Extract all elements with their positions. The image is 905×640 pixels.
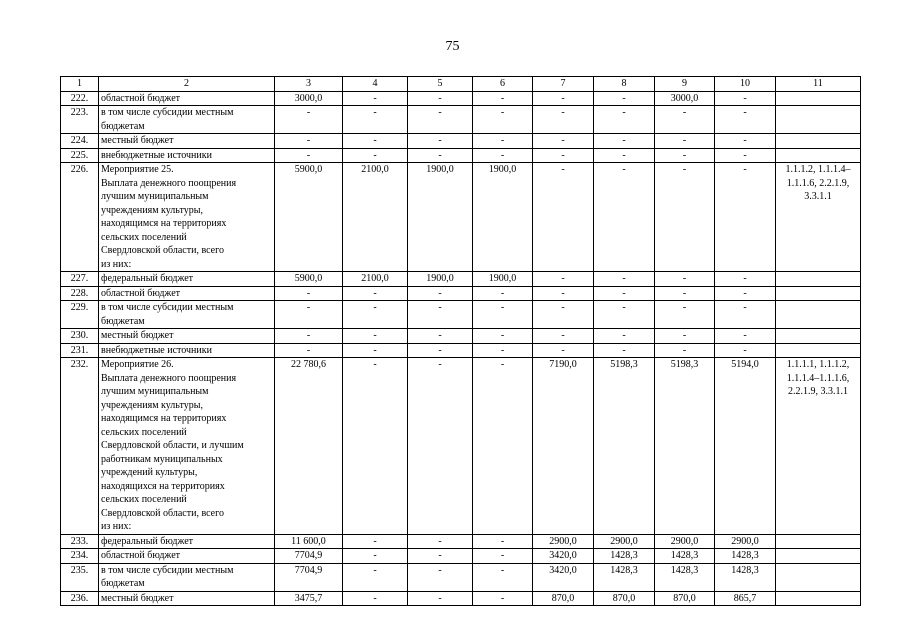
value-cell: 3000,0 (655, 91, 715, 106)
value-cell: - (473, 343, 533, 358)
reference-cell (776, 272, 861, 287)
row-name-cell: областной бюджет (99, 549, 275, 564)
value-cell: 7704,9 (275, 563, 343, 591)
reference-cell: 1.1.1.2, 1.1.1.4– 1.1.1.6, 2.2.1.9, 3.3.1.1 (776, 163, 861, 272)
value-cell: - (655, 134, 715, 149)
reference-cell (776, 329, 861, 344)
page-number: 75 (445, 39, 460, 54)
value-cell: - (715, 134, 776, 149)
row-number-cell: 225. (61, 148, 99, 163)
value-cell: - (473, 301, 533, 329)
row-number-cell: 233. (61, 534, 99, 549)
value-cell: - (533, 286, 594, 301)
reference-cell (776, 301, 861, 329)
header-cell: 2 (99, 77, 275, 92)
value-cell: - (715, 343, 776, 358)
value-cell: 1900,0 (473, 163, 533, 272)
row-name-cell: местный бюджет (99, 134, 275, 149)
value-cell: - (655, 148, 715, 163)
value-cell: 870,0 (533, 591, 594, 606)
reference-cell (776, 134, 861, 149)
value-cell: - (408, 329, 473, 344)
value-cell: 2900,0 (655, 534, 715, 549)
header-cell: 7 (533, 77, 594, 92)
table-row (61, 286, 861, 301)
value-cell: - (715, 106, 776, 134)
value-cell: - (473, 329, 533, 344)
value-cell: 2900,0 (533, 534, 594, 549)
table-row (61, 106, 861, 134)
value-cell: - (533, 163, 594, 272)
value-cell: 3420,0 (533, 563, 594, 591)
value-cell: - (343, 563, 408, 591)
value-cell: - (655, 106, 715, 134)
table-row (61, 549, 861, 564)
reference-cell (776, 343, 861, 358)
value-cell: - (655, 329, 715, 344)
row-name-cell: областной бюджет (99, 91, 275, 106)
value-cell: - (275, 329, 343, 344)
reference-cell (776, 534, 861, 549)
value-cell: - (473, 286, 533, 301)
header-cell: 1 (61, 77, 99, 92)
table-row (61, 329, 861, 344)
row-number-cell: 229. (61, 301, 99, 329)
table-row (61, 358, 861, 535)
value-cell: - (533, 106, 594, 134)
value-cell: - (594, 163, 655, 272)
value-cell: 5900,0 (275, 163, 343, 272)
table-row (61, 163, 861, 272)
row-name-cell: федеральный бюджет (99, 534, 275, 549)
value-cell: - (343, 358, 408, 535)
value-cell: - (594, 134, 655, 149)
reference-cell: 1.1.1.1, 1.1.1.2, 1.1.1.4–1.1.1.6, 2.2.1.9, 3.3.1.1 (776, 358, 861, 535)
value-cell: - (473, 358, 533, 535)
row-name-cell: местный бюджет (99, 329, 275, 344)
value-cell: - (715, 301, 776, 329)
row-number-cell: 223. (61, 106, 99, 134)
header-cell: 10 (715, 77, 776, 92)
value-cell: - (715, 286, 776, 301)
value-cell: 1900,0 (473, 272, 533, 287)
value-cell: 2900,0 (715, 534, 776, 549)
value-cell: - (594, 106, 655, 134)
value-cell: - (408, 106, 473, 134)
value-cell: - (275, 134, 343, 149)
value-cell: - (533, 272, 594, 287)
table-row (61, 91, 861, 106)
row-number-cell: 231. (61, 343, 99, 358)
row-number-cell: 236. (61, 591, 99, 606)
value-cell: - (594, 91, 655, 106)
header-cell: 5 (408, 77, 473, 92)
header-cell: 8 (594, 77, 655, 92)
value-cell: - (655, 343, 715, 358)
value-cell: 5198,3 (594, 358, 655, 535)
row-name-cell: внебюджетные источники (99, 343, 275, 358)
row-number-cell: 226. (61, 163, 99, 272)
row-number-cell: 224. (61, 134, 99, 149)
value-cell: 870,0 (594, 591, 655, 606)
table-row (61, 272, 861, 287)
value-cell: - (275, 148, 343, 163)
value-cell: - (473, 91, 533, 106)
row-number-cell: 230. (61, 329, 99, 344)
value-cell: - (533, 148, 594, 163)
value-cell: 11 600,0 (275, 534, 343, 549)
header-cell: 4 (343, 77, 408, 92)
value-cell: - (715, 272, 776, 287)
value-cell: 1428,3 (594, 563, 655, 591)
value-cell: 2100,0 (343, 272, 408, 287)
value-cell: - (533, 301, 594, 329)
table-row (61, 534, 861, 549)
value-cell: - (408, 286, 473, 301)
value-cell: - (275, 301, 343, 329)
value-cell: - (715, 148, 776, 163)
value-cell: - (473, 549, 533, 564)
value-cell: - (343, 91, 408, 106)
value-cell: - (408, 343, 473, 358)
row-number-cell: 234. (61, 549, 99, 564)
row-name-cell: областной бюджет (99, 286, 275, 301)
value-cell: - (343, 106, 408, 134)
value-cell: 3475,7 (275, 591, 343, 606)
reference-cell (776, 106, 861, 134)
value-cell: - (473, 134, 533, 149)
value-cell: 5198,3 (655, 358, 715, 535)
value-cell: - (343, 134, 408, 149)
value-cell: - (408, 591, 473, 606)
value-cell: - (533, 91, 594, 106)
value-cell: - (655, 286, 715, 301)
value-cell: - (594, 272, 655, 287)
value-cell: - (533, 343, 594, 358)
budget-table (60, 76, 861, 606)
value-cell: 2900,0 (594, 534, 655, 549)
header-row (61, 77, 861, 92)
value-cell: - (343, 343, 408, 358)
reference-cell (776, 286, 861, 301)
value-cell: 1428,3 (655, 549, 715, 564)
value-cell: 5194,0 (715, 358, 776, 535)
value-cell: - (275, 106, 343, 134)
value-cell: 22 780,6 (275, 358, 343, 535)
value-cell: 1428,3 (715, 563, 776, 591)
value-cell: - (343, 549, 408, 564)
row-number-cell: 235. (61, 563, 99, 591)
table-row (61, 563, 861, 591)
header-cell: 9 (655, 77, 715, 92)
value-cell: - (275, 286, 343, 301)
header-cell: 3 (275, 77, 343, 92)
value-cell: 1900,0 (408, 272, 473, 287)
value-cell: 1428,3 (715, 549, 776, 564)
value-cell: - (343, 591, 408, 606)
value-cell: - (594, 301, 655, 329)
value-cell: 2100,0 (343, 163, 408, 272)
value-cell: - (343, 148, 408, 163)
reference-cell (776, 91, 861, 106)
value-cell: - (473, 148, 533, 163)
value-cell: - (408, 148, 473, 163)
value-cell: 870,0 (655, 591, 715, 606)
value-cell: - (473, 591, 533, 606)
value-cell: 1428,3 (655, 563, 715, 591)
value-cell: - (408, 134, 473, 149)
value-cell: - (343, 329, 408, 344)
value-cell: 3420,0 (533, 549, 594, 564)
value-cell: 5900,0 (275, 272, 343, 287)
value-cell: - (343, 286, 408, 301)
value-cell: - (594, 329, 655, 344)
value-cell: 7704,9 (275, 549, 343, 564)
value-cell: - (408, 91, 473, 106)
value-cell: - (408, 301, 473, 329)
row-name-cell: федеральный бюджет (99, 272, 275, 287)
reference-cell (776, 148, 861, 163)
value-cell: 865,7 (715, 591, 776, 606)
value-cell: - (408, 549, 473, 564)
header-cell: 11 (776, 77, 861, 92)
row-name-cell: Мероприятие 26. Выплата денежного поощрения лучшим муниципальным учреждениям культуры, находящимся на территориях сельских поселений Свердловской области, и лучшим работникам муниципальных учреждений культуры, находящихся на территориях сельских поселений Свердловской области, всего из них: (99, 358, 275, 535)
value-cell: - (655, 301, 715, 329)
value-cell: - (533, 134, 594, 149)
value-cell: - (655, 163, 715, 272)
reference-cell (776, 549, 861, 564)
value-cell: - (473, 106, 533, 134)
row-number-cell: 222. (61, 91, 99, 106)
reference-cell (776, 563, 861, 591)
row-name-cell: Мероприятие 25. Выплата денежного поощрения лучшим муниципальным учреждениям культуры, находящимся на территориях сельских поселений Свердловской области, всего из них: (99, 163, 275, 272)
table-row (61, 134, 861, 149)
value-cell: - (408, 563, 473, 591)
value-cell: - (715, 163, 776, 272)
row-name-cell: внебюджетные источники (99, 148, 275, 163)
row-name-cell: в том числе субсидии местным бюджетам (99, 563, 275, 591)
row-name-cell: в том числе субсидии местным бюджетам (99, 301, 275, 329)
value-cell: - (408, 534, 473, 549)
value-cell: 7190,0 (533, 358, 594, 535)
table-row (61, 148, 861, 163)
value-cell: - (473, 563, 533, 591)
value-cell: - (594, 343, 655, 358)
value-cell: - (594, 286, 655, 301)
value-cell: - (715, 329, 776, 344)
value-cell: - (275, 343, 343, 358)
value-cell: 1428,3 (594, 549, 655, 564)
value-cell: - (594, 148, 655, 163)
table-row (61, 343, 861, 358)
value-cell: - (655, 272, 715, 287)
row-number-cell: 227. (61, 272, 99, 287)
row-number-cell: 232. (61, 358, 99, 535)
row-number-cell: 228. (61, 286, 99, 301)
value-cell: 1900,0 (408, 163, 473, 272)
header-cell: 6 (473, 77, 533, 92)
value-cell: - (408, 358, 473, 535)
value-cell: - (533, 329, 594, 344)
value-cell: - (343, 534, 408, 549)
table-row (61, 591, 861, 606)
row-name-cell: местный бюджет (99, 591, 275, 606)
value-cell: - (715, 91, 776, 106)
table-row (61, 301, 861, 329)
value-cell: - (343, 301, 408, 329)
value-cell: 3000,0 (275, 91, 343, 106)
reference-cell (776, 591, 861, 606)
row-name-cell: в том числе субсидии местным бюджетам (99, 106, 275, 134)
value-cell: - (473, 534, 533, 549)
